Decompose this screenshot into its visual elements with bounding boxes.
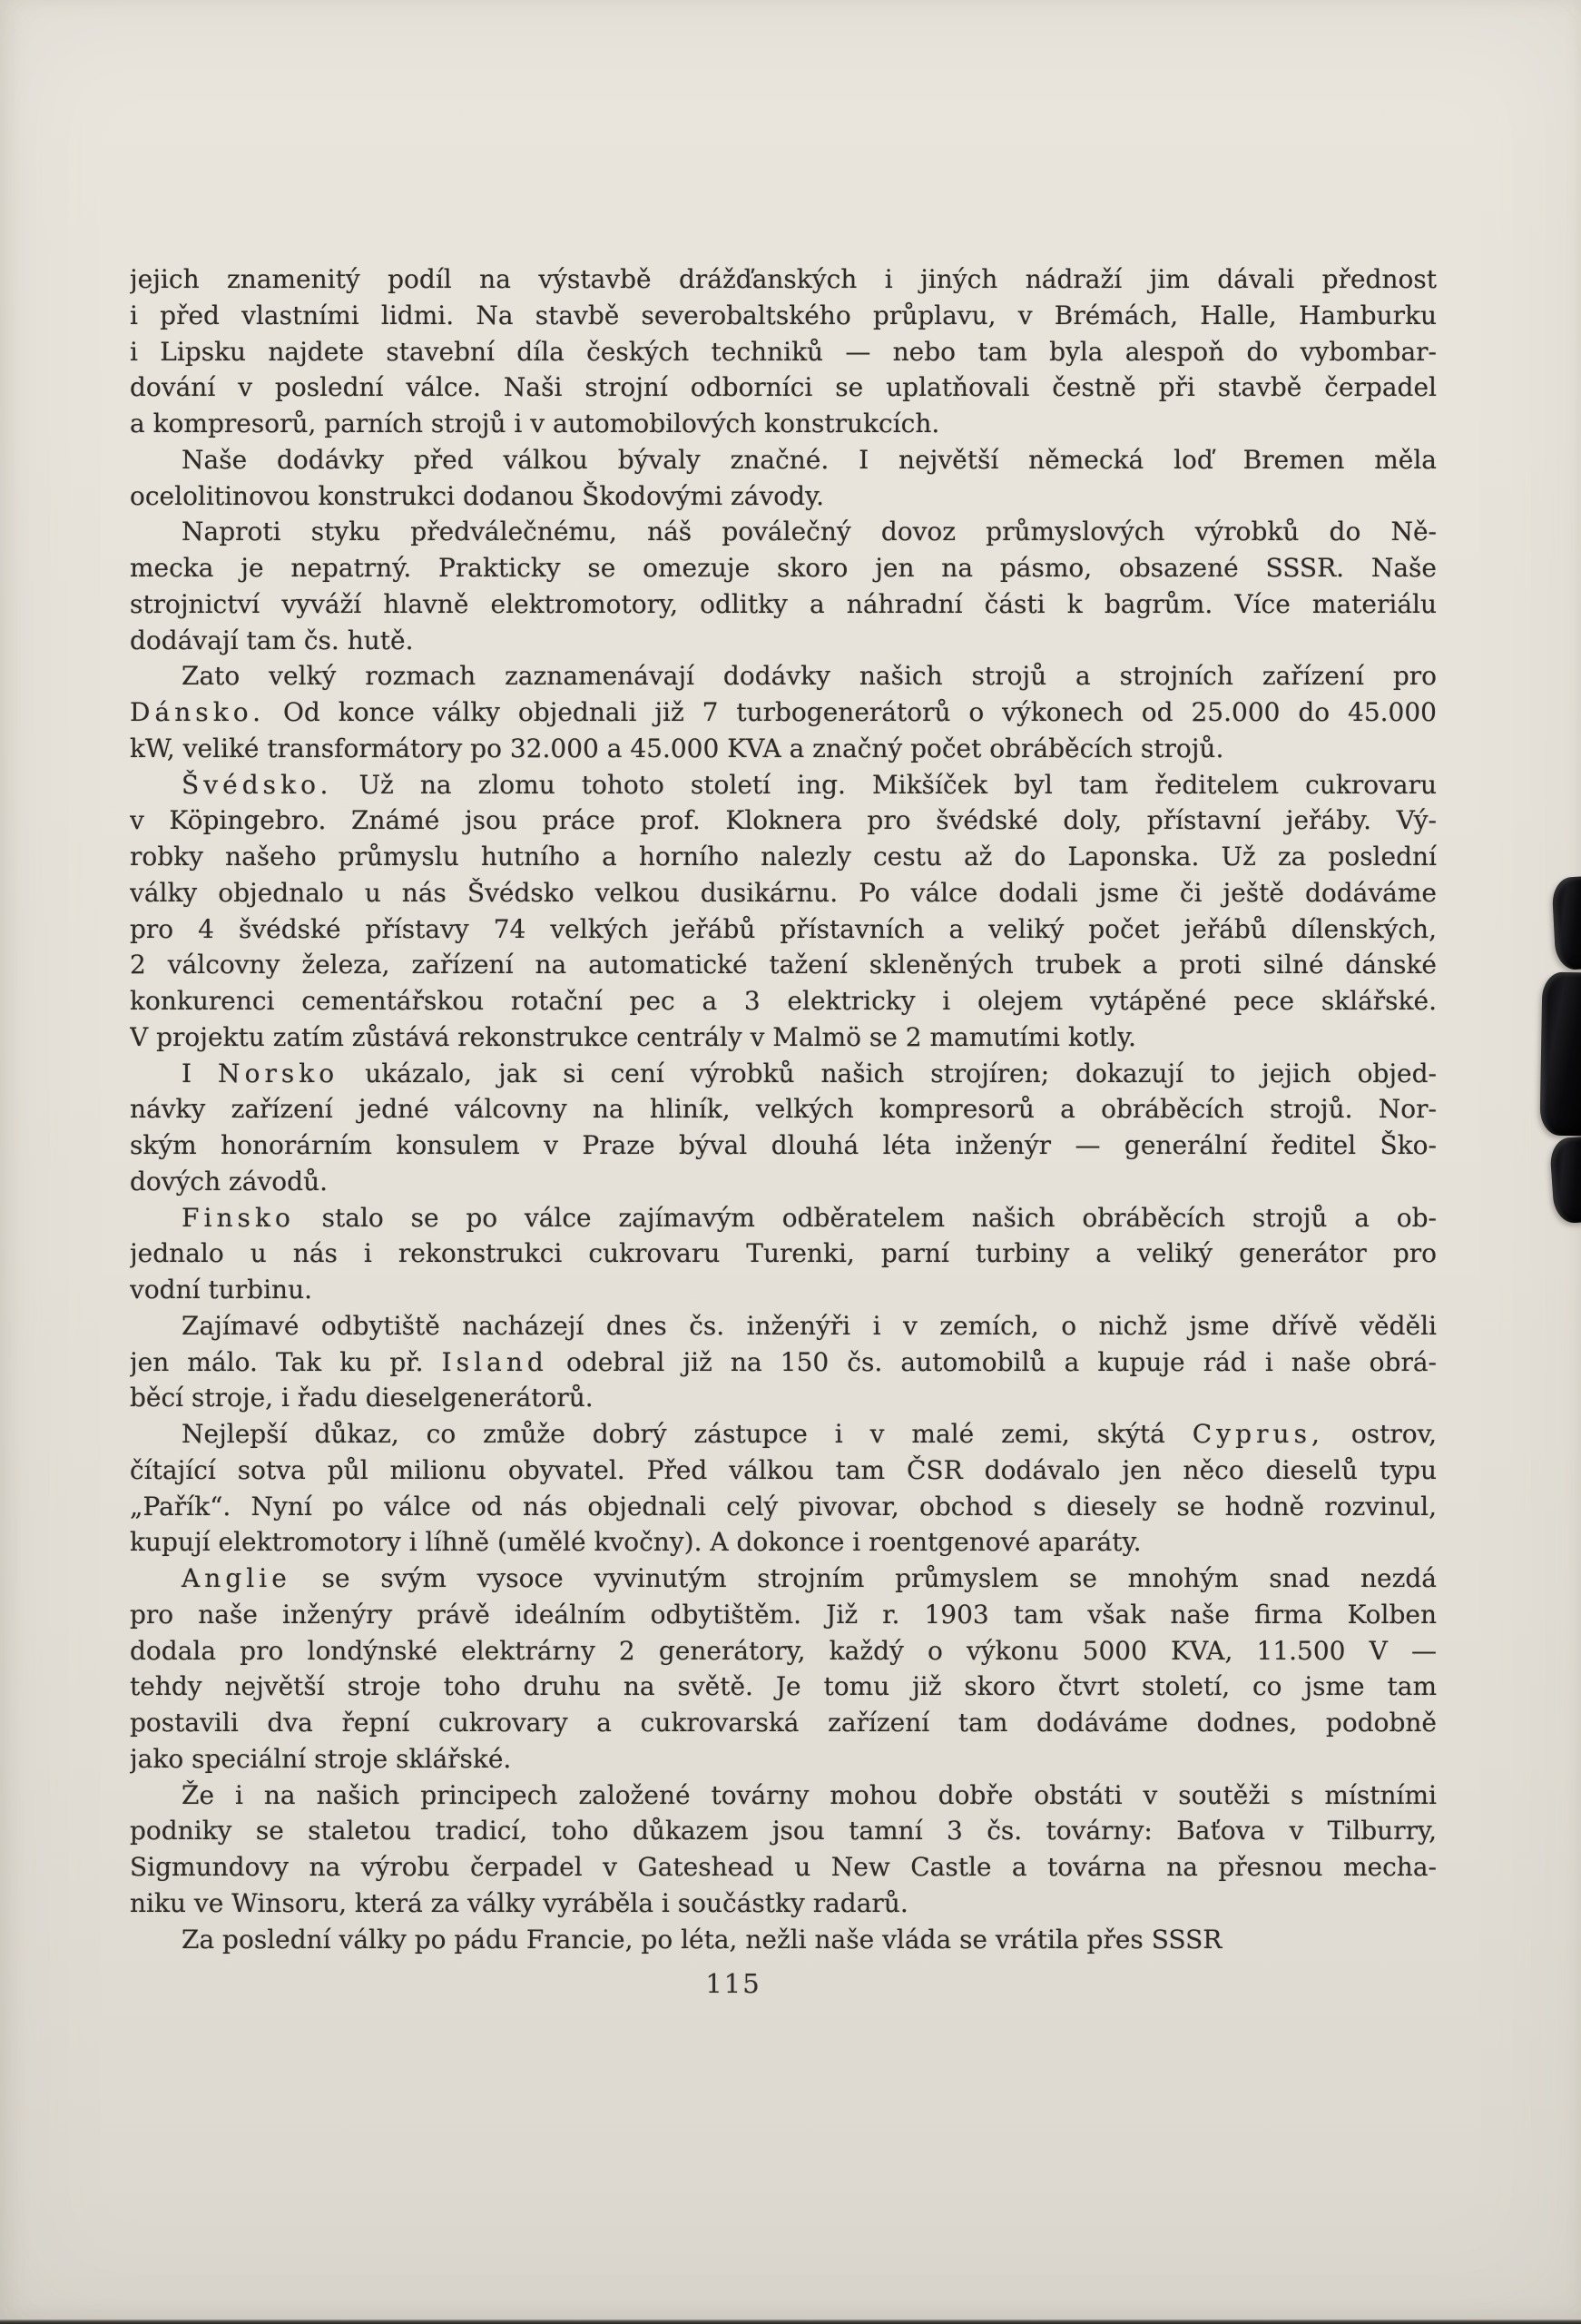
text-line: návky zařízení jedné válcovny na hliník, velkých kompresorů a obráběcích strojů. Nor- [130,1094,1437,1125]
letterspaced-word: Cyprus, [1192,1419,1324,1449]
text-line: čítající sotva půl milionu obyvatel. Před válkou tam ČSR dodávalo jen něco dieselů typu [130,1454,1437,1485]
text-line: běcí stroje, i řadu dieselgenerátorů. [130,1383,594,1413]
text-line: Švédsko. Už na zlomu tohoto století ing. Mikšíček byl tam ředitelem cukrovaru [182,769,1437,800]
text-line: Naše dodávky před válkou bývaly značné. I největší německá loď Bremen měla [182,444,1437,475]
text-line: mecka je nepatrný. Prakticky se omezuje skoro jen na pásmo, obsazené SSSR. Naše [130,553,1437,583]
text-line: i před vlastními lidmi. Na stavbě severobaltského průplavu, v Brémách, Halle, Hamburku [130,300,1437,330]
text-line: jejich znamenitý podíl na výstavbě drážďanských i jiných nádraží jim dávali přednost [130,264,1437,294]
text-line: Dánsko. Od konce války objednali již 7 turbogenerátorů o výkonech od 25.000 do 45.000 [130,697,1437,727]
text-line: 2 válcovny železa, zařízení na automatické tažení skleněných trubek a proti silné dánské [130,950,1437,980]
letterspaced-word: Dánsko. [130,697,266,727]
text-line: dování v poslední válce. Naši strojní odborníci se uplatňovali čestně při stavbě čerpadel [130,372,1437,403]
letterspaced-word: Island [441,1346,548,1377]
letterspaced-word: Švédsko. [182,769,333,800]
text-line: podniky se staletou tradicí, toho důkazem jsou tamní 3 čs. továrny: Baťova v Tilburry, [130,1816,1437,1846]
text-line: války objednalo u nás Švédsko velkou dusikárnu. Po válce dodali jsme či ještě dodáváme [130,877,1437,908]
scan-bottom-edge [0,2319,1581,2324]
text-line: Naproti styku předválečnému, náš poválečný dovoz průmyslových výrobků do Ně- [182,517,1437,547]
text-line: dodávají tam čs. hutě. [130,625,414,655]
text-line: Finsko stalo se po válce zajímavým odběratelem našich obráběcích strojů a ob- [182,1202,1437,1233]
text-line: postavili dva řepní cukrovary a cukrovarská zařízení tam dodáváme dodnes, podobně [130,1708,1437,1738]
text-line: v Köpingebro. Známé jsou práce prof. Kloknera pro švédské doly, přístavní jeřáby. Vý- [130,805,1437,836]
page-number: 115 [705,1968,761,1999]
text-line: kW, veliké transformátory po 32.000 a 45.000 KVA a značný počet obráběcích strojů. [130,733,1224,763]
text-line: niku ve Winsoru, která za války vyráběla i součástky radarů. [130,1887,908,1918]
text-line: strojnictví vyváží hlavně elektromotory, odlitky a náhradní části k bagrům. Více materiálu [130,588,1437,619]
text-line: Zajímavé odbytiště nacházejí dnes čs. inženýři i v zemích, o nichž jsme dřívě věděli [182,1310,1437,1341]
text-line: tehdy největší stroje toho druhu na světě. Je tomu již skoro čtvrt století, co jsme tam [130,1671,1437,1702]
text-line: konkurenci cementářskou rotační pec a 3 elektricky i olejem vytápěné pece sklářské. [130,986,1437,1016]
text-line: V projektu zatím zůstává rekonstrukce centrály v Malmö se 2 mamutími kotly. [130,1021,1136,1052]
text-line: Že i na našich principech založené továrny mohou dobře obstáti v soutěži s místními [182,1779,1437,1810]
text-line: vodní turbinu. [130,1275,313,1305]
text-line: dových závodů. [130,1166,329,1196]
text-line: jednalo u nás i rekonstrukci cukrovaru Turenki, parní turbiny a veliký generátor pro [130,1238,1437,1269]
text-line: Zato velký rozmach zaznamenávají dodávky našich strojů a strojních zařízení pro [182,661,1437,692]
text-line: jen málo. Tak ku př. Island odebral již na 150 čs. automobilů a kupuje rád i naše obrá- [130,1346,1437,1377]
text-line: robky našeho průmyslu hutního a horního nalezly cestu až do Laponska. Už za poslední [130,842,1437,872]
text-line: Sigmundovy na výrobu čerpadel v Gateshead u New Castle a továrna na přesnou mecha- [130,1852,1437,1882]
text-line: ocelolitinovou konstrukci dodanou Škodovými závody. [130,480,825,511]
text-line: „Pařík“. Nyní po válce od nás objednali celý pivovar, obchod s diesely se hodně rozvinul, [130,1491,1437,1521]
letterspaced-word: Finsko [182,1202,295,1233]
binding-clip [1549,1137,1581,1225]
binding [1517,0,1581,2324]
text-line: Za poslední války po pádu Francie, po léta, nežli naše vláda se vrátila přes SSSR [182,1924,1223,1955]
text-line: jako speciální stroje sklářské. [130,1743,512,1774]
text-line: Nejlepší důkaz, co zmůže dobrý zástupce i v malé zemi, skýtá Cyprus, ostrov, [182,1419,1437,1449]
text-line: kupují elektromotory i líhně (umělé kvočny). A dokonce i roentgenové aparáty. [130,1527,1142,1558]
text-line: pro naše inženýry právě ideálním odbytištěm. Již r. 1903 tam však naše firma Kolben [130,1599,1437,1630]
letterspaced-word: Anglie [182,1563,291,1593]
text-line: a kompresorů, parních strojů i v automobilových konstrukcích. [130,409,940,438]
binding-clip [1551,876,1581,970]
text-line: I Norsko ukázalo, jak si cení výrobků našich strojíren; dokazují to jejich objed- [182,1058,1437,1088]
text-line: Anglie se svým vysoce vyvinutým strojním průmyslem se mnohým snad nezdá [182,1563,1437,1593]
text-line: ským honorárním konsulem v Praze býval dlouhá léta inženýr — generální ředitel Ško- [130,1130,1437,1160]
letterspaced-word: Norsko [218,1058,339,1088]
text-line: dodala pro londýnské elektrárny 2 generátory, každý o výkonu 5000 KVA, 11.500 V — [130,1635,1437,1666]
text-line: pro 4 švédské přístavy 74 velkých jeřábů přístavních a veliký počet jeřábů dílenských, [130,913,1437,944]
text-line: i Lipsku najdete stavební díla českých techniků — nebo tam byla alespoň do vybombar- [130,336,1437,367]
text-block [130,261,1437,1957]
binding-clip [1539,972,1581,1137]
